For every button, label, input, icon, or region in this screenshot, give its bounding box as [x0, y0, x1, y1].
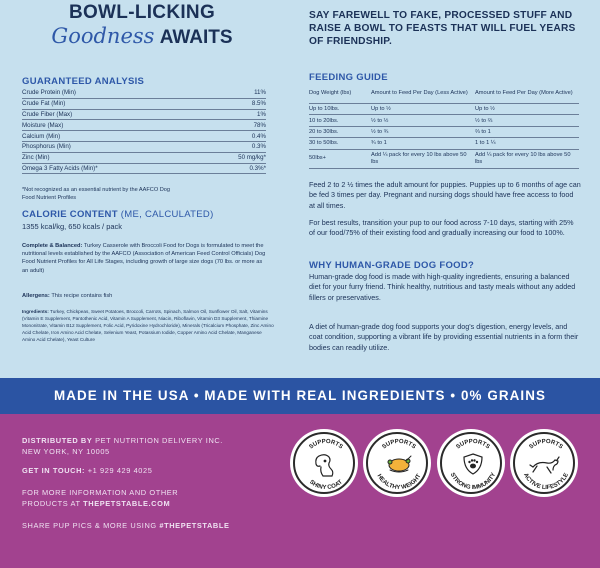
badge-top-text: SUPPORTS	[455, 438, 491, 451]
guaranteed-analysis-title: GUARANTEED ANALYSIS	[22, 76, 145, 87]
header-cell: Dog Weight (lbs)	[309, 90, 352, 96]
header-cell: Amount to Feed Per Day (More Active)	[475, 90, 573, 96]
table-row	[22, 142, 266, 153]
row-label: Omega 3 Fatty Acids (Min)*	[22, 164, 98, 172]
hashtag: #THEPETSTABLE	[159, 521, 230, 530]
row-value: 78%	[253, 121, 266, 129]
cell: ½ to ½	[371, 117, 389, 124]
guaranteed-analysis-table	[22, 88, 266, 174]
row-value: 50 mg/kg*	[238, 154, 266, 162]
badge-bottom-text: STRONG IMMUNITY	[448, 471, 498, 492]
cell: 20 to 30lbs.	[309, 128, 339, 135]
claims-banner: MADE IN THE USA • MADE WITH REAL INGREDIENTS • 0% GRAINS	[0, 378, 600, 414]
distributor-line	[22, 436, 223, 445]
complete-text: Turkey Casserole with Broccoli Food for Dogs is formulated to meet the nutritional levels established by the AAFCO (Association of American Feed Control Officials) Dog Food Nutrient Profiles for All Life Stages, including growth of large size dogs (70 lbs. or more as an adult)	[22, 243, 266, 274]
cell: Up to ½	[475, 106, 495, 113]
ingredients-list	[22, 309, 274, 344]
cell: ½ to ¾	[371, 128, 389, 135]
website-link[interactable]: THEPETSTABLE.COM	[83, 499, 171, 508]
badge-strong-immunity	[440, 432, 502, 494]
table-row	[22, 131, 266, 142]
complete-balanced-statement	[22, 242, 268, 275]
svg-text:SUPPORTS	[381, 439, 416, 451]
share-line	[22, 521, 230, 530]
row-value: 1%	[257, 110, 266, 118]
headline-line2: AWAITS	[159, 27, 233, 48]
distributor-name: PET NUTRITION DELIVERY INC.	[95, 436, 223, 445]
why-paragraph-2: A diet of human-grade dog food supports your dog's digestion, energy levels, and coat condition, supporting a vibrant life by providing essential nutrients in a form their bodies can readily utilize.	[309, 322, 579, 352]
table-row	[22, 99, 266, 110]
table-row	[22, 153, 266, 164]
table-row	[22, 110, 266, 121]
table-row	[22, 164, 266, 175]
analysis-footnote: *Not recognized as an essential nutrient by the AAFCO Dog Food Nutrient Profiles	[22, 187, 171, 201]
cell: Add ¼ pack for every 10 lbs above 50 lbs	[371, 151, 467, 165]
address-line: NEW YORK, NY 10005	[22, 447, 110, 456]
calorie-title-paren: (ME, CALCULATED)	[120, 209, 214, 220]
svg-text:ACTIVE LIFESTYLE	[522, 472, 570, 491]
row-value: 8.5%	[251, 100, 266, 108]
cell: ½ to ⅔	[475, 117, 493, 124]
row-label: Zinc (Min)	[22, 154, 50, 162]
right-headline: SAY FAREWELL TO FAKE, PROCESSED STUFF AND RAISE A BOWL TO FEASTS THAT WILL FUEL YEARS OF FRIENDSHIP.	[309, 10, 576, 47]
phone-number: +1 929 429 4025	[87, 466, 153, 475]
badge-bottom-text: HEALTHY WEIGHT	[375, 473, 423, 492]
table-row	[309, 104, 579, 115]
calorie-value: 1355 kcal/kg, 650 kcals / pack	[22, 222, 123, 231]
cell: ¾ to 1	[371, 140, 387, 147]
transition-paragraph: For best results, transition your pup to our food across 7-10 days, starting with 25% of our food/75% of their existing food and gradually increasing our food to 100%.	[309, 218, 574, 238]
table-row	[22, 120, 266, 131]
cell: 50lbs+	[309, 155, 326, 162]
calorie-title-text: CALORIE CONTENT	[22, 209, 118, 220]
distributor-label: DISTRIBUTED BY	[22, 436, 93, 445]
paw-shield-icon	[442, 434, 504, 496]
badge-active-lifestyle	[513, 432, 575, 494]
feeding-guide-table	[309, 84, 579, 169]
calorie-content-title	[22, 209, 214, 220]
ingredients-text: Turkey, Chickpeas, Sweet Potatoes, Broccoli, Carrots, Spinach, Salmon Oil, Sunflower Oil, Salt, Vitamins (Vitamin E Supplement, Pantothenic Acid, Vitamin A Supplement, Niacin, Riboflavin, Vitamin D3 Supplement, Thiamine Mononitrate, Vitamin B12 Supplement, Folic Acid, Pyridoxine Hydrochloride), Minerals (Tricalcium Phosphate, Zinc Amino Acid Chelate, Iron Amino Acid Chelate, Selenium Yeast, Potassium Iodide, Copper Amino Acid Chelate, Manganese Amino Acid Chelate), Yeast Culture	[22, 309, 274, 342]
svg-text:SUPPORTS	[528, 439, 563, 451]
share-prefix: SHARE PUP PICS & MORE USING	[22, 521, 157, 530]
row-value: 0.3%*	[249, 164, 266, 172]
contact-line	[22, 466, 152, 475]
svg-text:HEALTHY WEIGHT	[376, 473, 423, 491]
dog-icon	[295, 434, 357, 496]
ingredients-label: Ingredients:	[22, 309, 49, 314]
headline-script: Goodness	[51, 24, 155, 48]
why-human-grade-title: WHY HUMAN-GRADE DOG FOOD?	[309, 260, 475, 271]
table-row	[309, 138, 579, 149]
puppy-feeding-paragraph: Feed 2 to 2 ½ times the adult amount for puppies. Puppies up to 6 months of age can be fed 3 times per day. Pregnant and nursing dogs should have free access to food at all times.	[309, 180, 581, 210]
table-header-row	[309, 84, 579, 104]
row-label: Crude Fiber (Max)	[22, 110, 73, 118]
row-value: 11%	[254, 89, 266, 97]
allergens-text: This recipe contains fish	[51, 293, 113, 299]
svg-text:STRONG IMMUNITY	[449, 472, 497, 491]
allergens-label: Allergens:	[22, 293, 50, 299]
cell: Add ¼ pack for every 10 lbs above 50 lbs	[475, 151, 571, 165]
badge-healthy-weight	[366, 432, 428, 494]
row-label: Calcium (Min)	[22, 132, 61, 140]
website-prefix: PRODUCTS AT	[22, 499, 81, 508]
badge-top-text: SUPPORTS	[308, 438, 344, 451]
cell: 10 to 20lbs.	[309, 117, 339, 124]
table-row	[22, 88, 266, 99]
row-label: Phosphorus (Min)	[22, 143, 71, 151]
row-value: 0.4%	[251, 132, 266, 140]
headline-line1: BOWL-LICKING	[68, 2, 216, 23]
feeding-guide-title: FEEDING GUIDE	[309, 72, 388, 83]
row-label: Moisture (Max)	[22, 121, 64, 129]
svg-text:SUPPORTS	[308, 439, 343, 451]
website-line	[22, 499, 170, 508]
cell: 30 to 50lbs.	[309, 140, 339, 147]
row-label: Crude Protein (Min)	[22, 89, 76, 97]
turkey-icon	[368, 434, 430, 496]
table-row	[309, 127, 579, 138]
cell: Up to 10lbs.	[309, 106, 340, 113]
complete-label: Complete & Balanced:	[22, 243, 83, 249]
running-dog-icon	[515, 434, 577, 496]
svg-text:SHINY COAT	[308, 479, 344, 491]
cell: 1 to 1 ¼	[475, 140, 496, 147]
allergens-statement	[22, 293, 112, 299]
more-info-line: FOR MORE INFORMATION AND OTHER	[22, 488, 179, 497]
badge-bottom-text: SHINY COAT	[308, 479, 344, 492]
table-row	[309, 150, 579, 169]
row-value: 0.3%	[251, 143, 266, 151]
cell: ⅔ to 1	[475, 128, 491, 135]
header-cell: Amount to Feed Per Day (Less Active)	[371, 90, 468, 96]
badge-shiny-coat	[293, 432, 355, 494]
row-label: Crude Fat (Min)	[22, 100, 66, 108]
headline	[22, 2, 262, 49]
badge-top-text: SUPPORTS	[381, 438, 417, 451]
svg-text:SUPPORTS	[455, 439, 490, 451]
cell: Up to ½	[371, 106, 391, 113]
badge-bottom-text: ACTIVE LIFESTYLE	[521, 472, 571, 492]
table-row	[309, 115, 579, 126]
contact-label: GET IN TOUCH:	[22, 466, 86, 475]
why-paragraph-1: Human-grade dog food is made with high-quality ingredients, ensuring a balanced diet for your furry friend. Think healthy, nutritious and tasty meals without any added fillers or preservatives.	[309, 272, 576, 302]
badge-top-text: SUPPORTS	[528, 438, 564, 451]
